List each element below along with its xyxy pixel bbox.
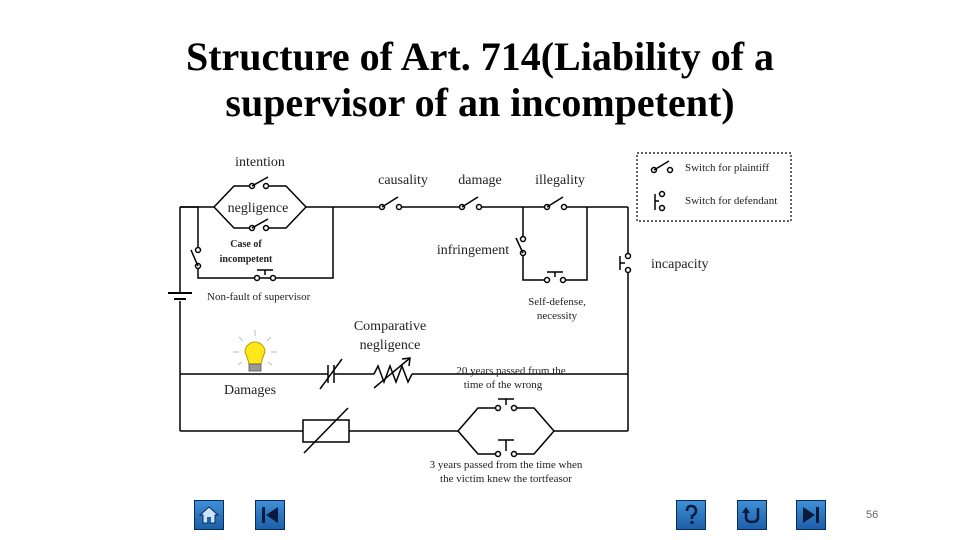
intention-switch xyxy=(250,177,269,189)
label-damages: Damages xyxy=(223,383,277,398)
label-self-defense-1: Self-defense, xyxy=(528,296,586,308)
home-button[interactable] xyxy=(194,500,224,530)
thermistor xyxy=(303,408,349,453)
legend-defendant-label: Switch for defendant xyxy=(685,195,778,207)
label-comparative-1: Comparative xyxy=(353,319,427,334)
first-slide-button[interactable] xyxy=(255,500,285,530)
return-icon xyxy=(738,501,766,529)
first-slide-icon xyxy=(256,501,284,529)
title-line-1: Structure of Art. 714(Liability of a xyxy=(185,34,775,79)
label-incapacity: incapacity xyxy=(651,257,709,272)
legend-plaintiff-label: Switch for plaintiff xyxy=(685,162,770,174)
label-infringement: infringement xyxy=(436,243,510,258)
last-slide-icon xyxy=(797,501,825,529)
illegality-switch xyxy=(545,197,567,210)
battery xyxy=(168,293,192,299)
label-three-years-1: 3 years passed from the time when xyxy=(429,459,583,471)
damage-switch xyxy=(460,197,482,210)
title-line-2: supervisor of an incompetent) xyxy=(225,80,735,125)
non-fault-switch xyxy=(255,270,276,281)
page-number: 56 xyxy=(866,509,879,521)
three-years-switch xyxy=(496,440,517,457)
causality-switch xyxy=(380,197,402,210)
label-twenty-years-1: 20 years passed from the xyxy=(456,365,566,377)
case-of-incompetent-switch xyxy=(191,248,201,269)
help-button[interactable] xyxy=(676,500,706,530)
label-self-defense-2: necessity xyxy=(536,310,578,322)
infringement-switch xyxy=(516,237,526,256)
label-illegality: illegality xyxy=(535,173,585,188)
last-slide-button[interactable] xyxy=(796,500,826,530)
label-intention: intention xyxy=(235,155,285,170)
label-negligence: negligence xyxy=(227,201,289,216)
label-case-of-1: Case of xyxy=(230,239,262,250)
variable-resistor xyxy=(374,358,412,388)
bulb-icon xyxy=(233,330,277,371)
bottom-wire xyxy=(180,408,628,454)
twenty-years-switch xyxy=(496,399,517,411)
label-non-fault: Non-fault of supervisor xyxy=(207,291,311,303)
label-comparative-2: negligence xyxy=(359,338,421,353)
label-damage: damage xyxy=(458,173,502,188)
return-button[interactable] xyxy=(737,500,767,530)
label-three-years-2: the victim knew the tortfeasor xyxy=(440,473,572,485)
label-twenty-years-2: time of the wrong xyxy=(463,379,543,391)
label-case-of-2: incompetent xyxy=(219,254,273,265)
label-causality: causality xyxy=(378,173,428,188)
home-icon xyxy=(195,501,223,529)
self-defense-switch xyxy=(545,272,566,283)
incapacity-switch xyxy=(620,254,631,273)
negligence-switch xyxy=(250,219,269,231)
help-icon xyxy=(677,501,705,529)
infringement-branch xyxy=(523,207,587,280)
